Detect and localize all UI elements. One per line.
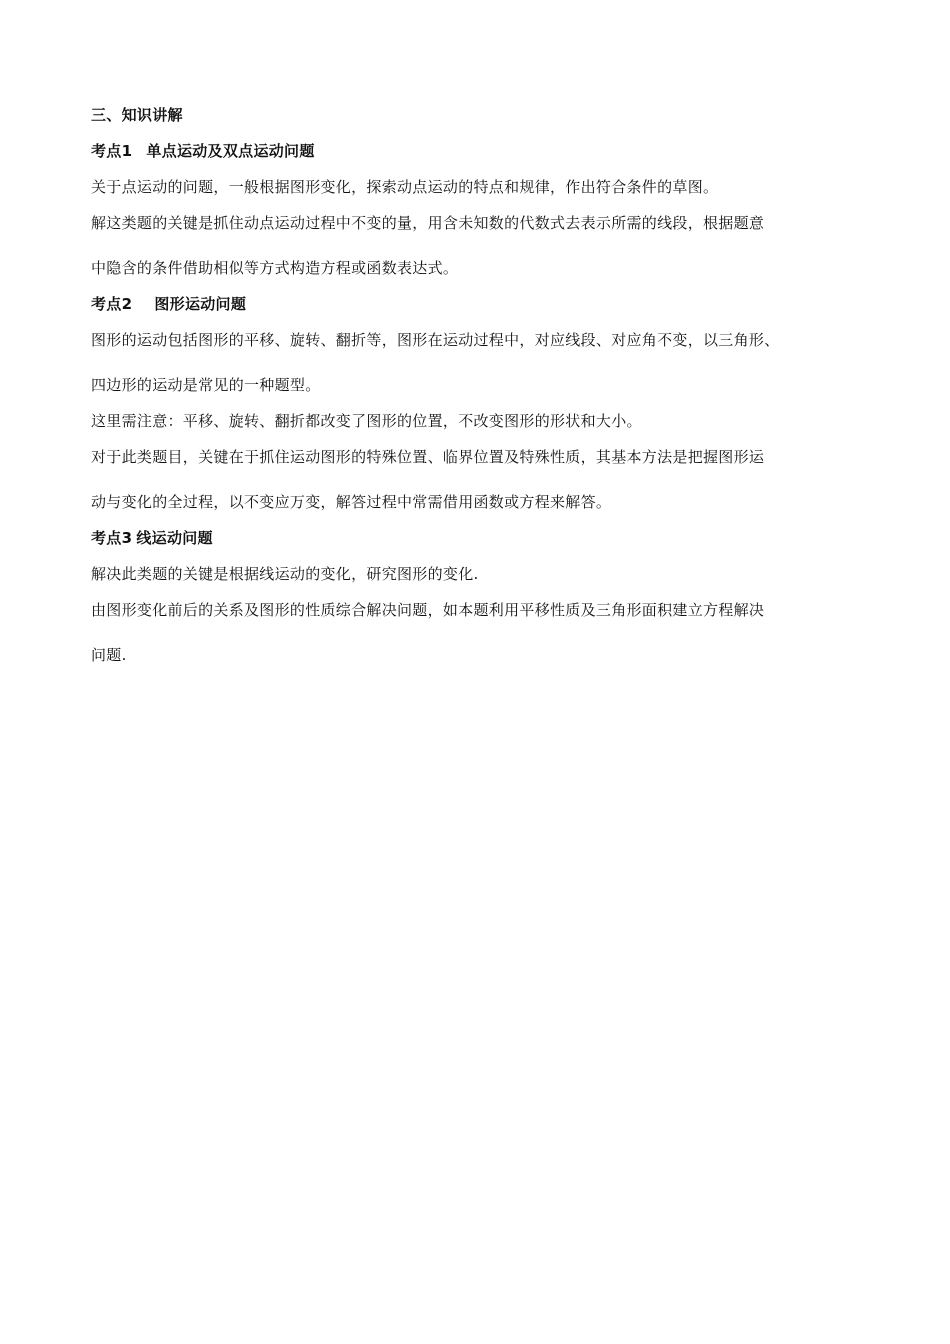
- point1-paragraph-2-line-1: 解这类题的关键是抓住动点运动过程中不变的量，用含未知数的代数式去表示所需的线段，根据题意: [91, 214, 765, 232]
- point3-label: 考点3: [91, 529, 133, 547]
- point2-paragraph-3-line-1: 对于此类题目，关键在于抓住运动图形的特殊位置、临界位置及特殊性质，其基本方法是把握图形运: [91, 448, 765, 466]
- point1-paragraph-1: 关于点运动的问题，一般根据图形变化，探索动点运动的特点和规律，作出符合条件的草图。: [91, 178, 719, 196]
- point1-label: 考点1: [91, 142, 133, 160]
- point3-heading: [91, 527, 851, 549]
- point1-title: 单点运动及双点运动问题: [146, 142, 315, 160]
- point2-paragraph-1-line-2: 四边形的运动是常见的一种题型。: [91, 376, 321, 394]
- point1-paragraph-2-line-2: 中隐含的条件借助相似等方式构造方程或函数表达式。: [91, 259, 459, 277]
- point3-paragraph-2-line-1: 由图形变化前后的关系及图形的性质综合解决问题，如本题利用平移性质及三角形面积建立方程解决: [91, 601, 765, 619]
- section-title: 三、知识讲解: [91, 106, 183, 124]
- point3-paragraph-2-line-2: 问题.: [91, 646, 127, 664]
- point2-label: 考点2: [91, 295, 133, 313]
- point2-paragraph-1-line-1: 图形的运动包括图形的平移、旋转、翻折等，图形在运动过程中，对应线段、对应角不变，以三角形、: [91, 331, 780, 349]
- point3-paragraph-1: 解决此类题的关键是根据线运动的变化，研究图形的变化.: [91, 565, 479, 583]
- point1-heading: [91, 140, 851, 162]
- point2-heading: [91, 293, 851, 315]
- document-content: [91, 100, 851, 666]
- point2-title: 图形运动问题: [154, 295, 247, 313]
- point3-title: 线运动问题: [136, 529, 213, 547]
- point2-paragraph-2: 这里需注意：平移、旋转、翻折都改变了图形的位置，不改变图形的形状和大小。: [91, 412, 642, 430]
- point2-paragraph-3-line-2: 动与变化的全过程，以不变应万变，解答过程中常需借用函数或方程来解答。: [91, 493, 612, 511]
